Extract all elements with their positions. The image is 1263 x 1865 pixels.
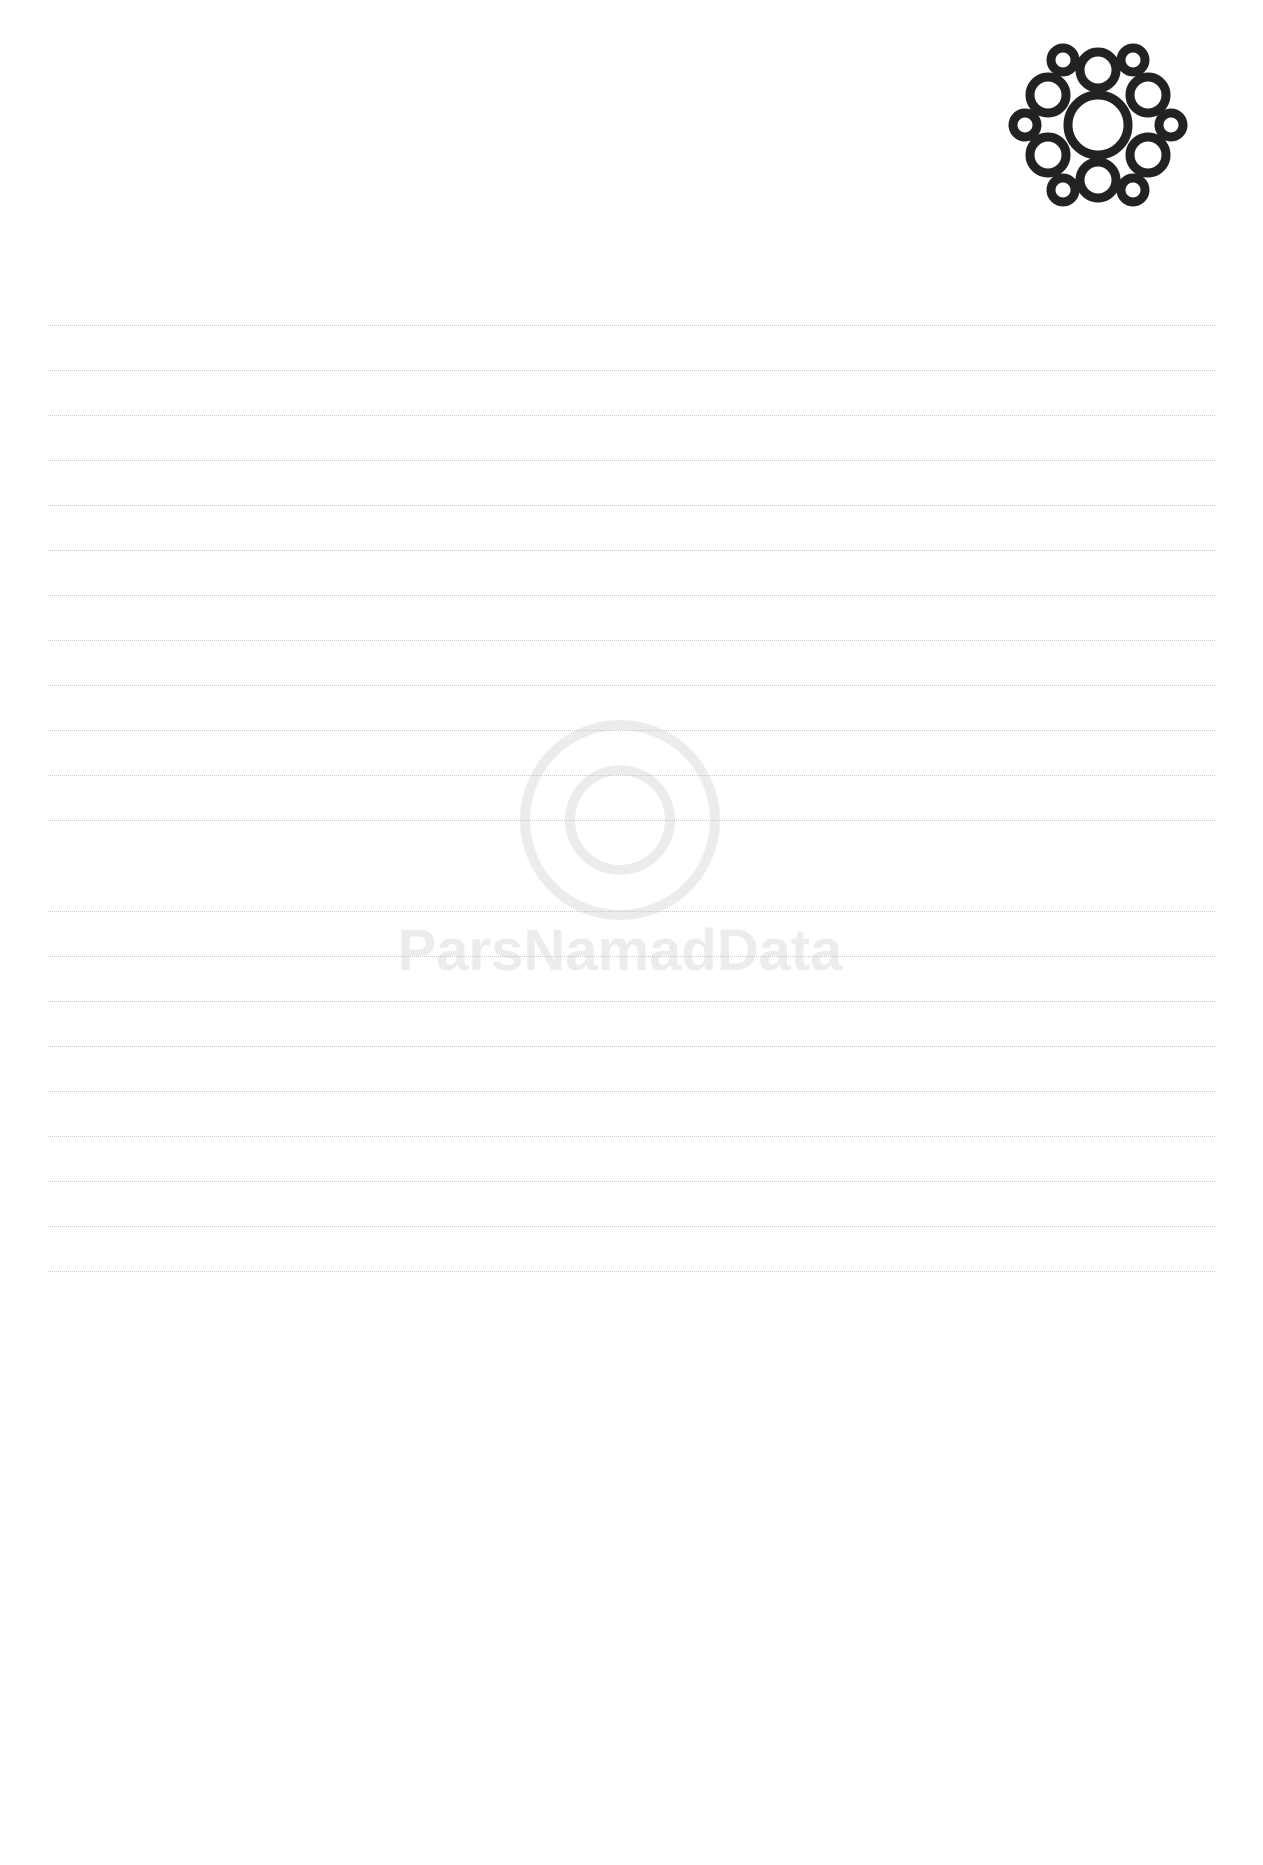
condition-item [48,871,1215,912]
condition-item [48,1006,1215,1047]
condition-item [48,1051,1215,1092]
condition-item [48,1096,1215,1137]
packet-item [48,645,1215,686]
intro-paragraph [48,555,1215,596]
intro-paragraph [48,330,1215,371]
packet-item [48,690,1215,731]
intro-section [48,285,1215,641]
intro-paragraph [48,510,1215,551]
condition-item [48,961,1215,1002]
reference-number [90,100,410,144]
condition-item [48,1141,1215,1182]
signature-block [110,1735,370,1815]
reference-block [90,100,410,188]
basmala-heading [60,46,1203,76]
signatory-role [110,1775,370,1815]
condition-item [48,1231,1215,1272]
intro-paragraph [48,285,1215,326]
intro-paragraph [48,375,1215,416]
notice-title [60,252,1203,284]
watermark-brand-text: ParsNamadData [397,918,843,983]
condition-item [48,1186,1215,1227]
packets-section [48,645,1215,776]
notice-header [60,30,1203,240]
intro-paragraph [48,465,1215,506]
intro-paragraph [48,420,1215,461]
organization-name [1003,212,1193,238]
conditions-list [48,871,1215,1272]
signatory-name [110,1735,370,1775]
submission-paragraph [48,780,1215,821]
packet-item [48,735,1215,776]
condition-item [48,916,1215,957]
intro-paragraph [48,600,1215,641]
conditions-heading [48,827,1215,867]
reference-date [90,144,410,188]
notice-body [48,285,1215,1276]
